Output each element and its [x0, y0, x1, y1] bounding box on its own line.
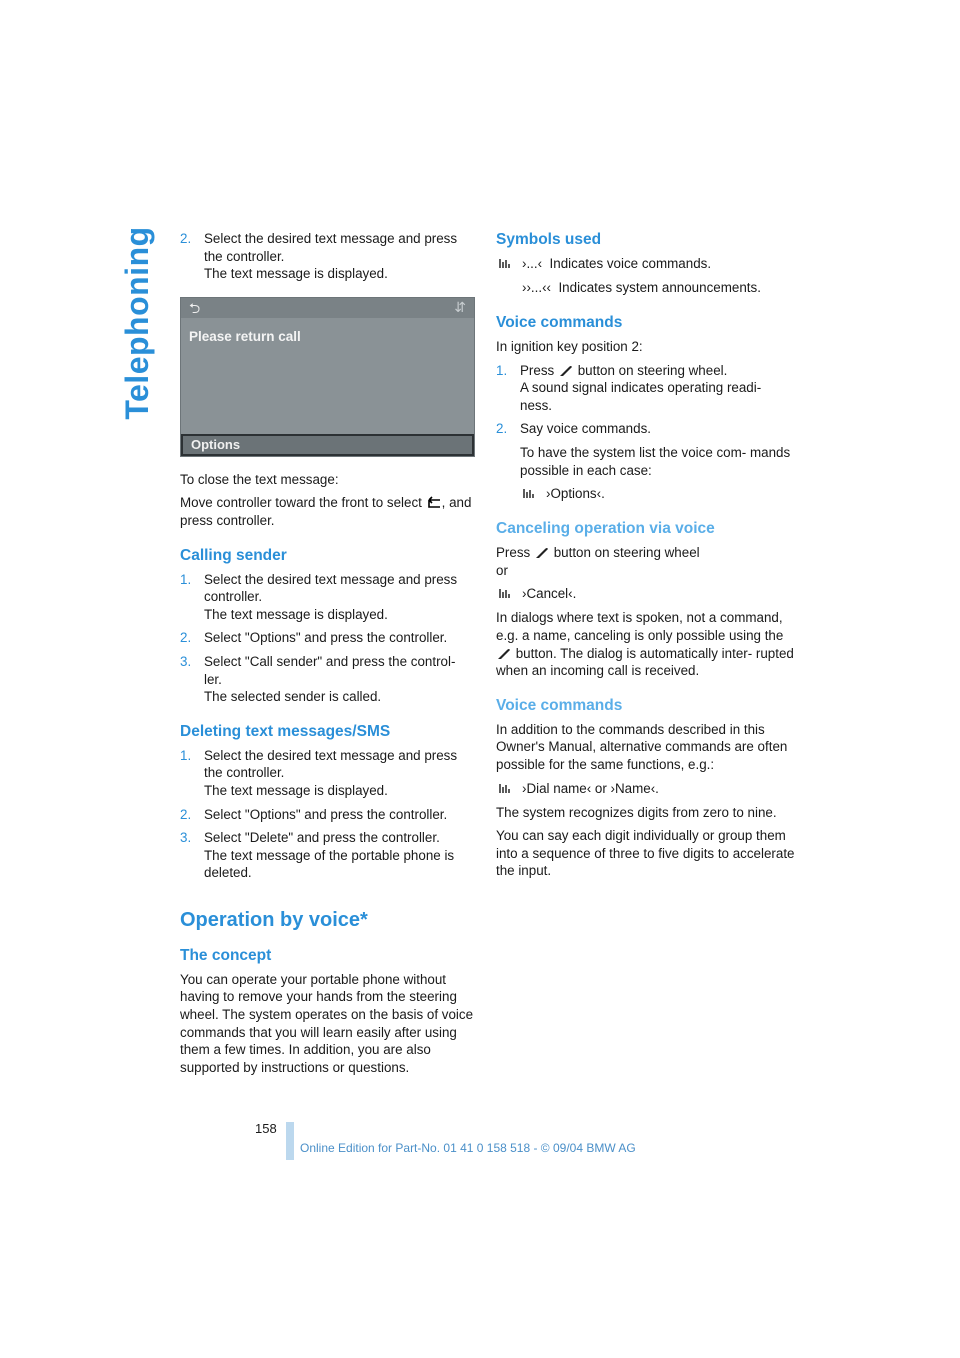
step-select-message — [180, 230, 475, 283]
symbol-voice-command — [496, 255, 796, 273]
back-arrow-icon — [426, 496, 442, 509]
step-subtext: The text message of the portable phone is deleted. — [204, 847, 455, 881]
step-number: 1. — [496, 362, 508, 378]
command-text: ›Cancel‹. — [522, 586, 577, 602]
scroll-arrows-icon: ⇵ — [454, 298, 466, 315]
symbol-desc: Indicates voice commands. — [549, 256, 712, 271]
step-text: Select "Delete" and press the controller. — [204, 830, 440, 846]
close-intro: To close the text message: — [180, 471, 339, 487]
digits-paragraph: The system recognizes digits from zero to nine. — [496, 804, 777, 820]
command-text: ›Options‹. — [546, 486, 605, 502]
press-label-b: button on steering wheel. — [577, 362, 728, 378]
step-number: 1. — [180, 747, 192, 763]
step-text: Select "Options" and press the controller. — [204, 630, 448, 646]
step-number: 1. — [180, 571, 192, 587]
close-text-b: , and press controller. — [180, 495, 472, 528]
step-subtext: The text message is displayed. — [204, 782, 388, 798]
step-subtext: To have the system list the voice com- mands possible in each case: — [520, 444, 791, 478]
display-screenshot — [180, 297, 475, 457]
screen-message: Please return call — [189, 328, 301, 344]
step-number: 3. — [180, 830, 192, 846]
talk-button-icon — [496, 647, 512, 660]
calling-step — [180, 571, 475, 624]
symbol-system-announcement — [496, 279, 796, 297]
symbol-code: ›...‹ — [522, 256, 543, 271]
step-text: Select the desired text message and press the controller. — [204, 231, 458, 264]
talk-button-icon — [558, 364, 574, 377]
symbol-code: ››...‹‹ — [522, 280, 551, 295]
step-subtext: The text message is displayed. — [204, 606, 388, 622]
group-paragraph: You can say each digit individually or group them into a sequence of three to five digits to accelerate the input. — [496, 828, 795, 879]
chapter-title: Telephoning — [119, 226, 156, 420]
deleting-step — [180, 806, 475, 824]
voice-command-icon — [498, 781, 511, 795]
heading-voice-commands: Voice commands — [496, 314, 623, 331]
options-command — [520, 485, 796, 503]
addition-paragraph: In addition to the commands described in this Owner's Manual, alternative commands are often possible for the same functions, e.g.: — [496, 721, 788, 772]
heading-operation-by-voice: Operation by voice* — [180, 908, 368, 931]
command-text: ›Dial name‹ or ›Name‹. — [522, 780, 659, 796]
deleting-step — [180, 747, 475, 800]
deleting-step — [180, 829, 475, 882]
step-number: 2. — [496, 421, 508, 437]
cancel-press-text — [496, 544, 796, 562]
step-text: Select "Call sender" and press the control- ler. — [204, 653, 456, 687]
heading-voice-commands-2: Voice commands — [496, 696, 623, 714]
voice-command-icon — [498, 586, 511, 600]
voice-step — [496, 362, 796, 415]
step-text — [520, 362, 796, 380]
step-subtext: The text message is displayed. — [204, 266, 388, 282]
close-instruction — [180, 494, 475, 529]
press-label-b: button on steering wheel — [553, 545, 700, 561]
heading-symbols-used: Symbols used — [496, 231, 602, 248]
calling-step — [180, 629, 475, 647]
voice-step — [496, 420, 796, 479]
step-text: Select "Options" and press the controller. — [204, 806, 448, 822]
page-number: 158 — [255, 1121, 277, 1136]
back-arrow-icon: ⮌ — [189, 299, 201, 316]
close-text-a: Move controller toward the front to select — [180, 495, 422, 511]
step-text: Select the desired text message and press controller. — [204, 571, 458, 605]
press-label: Press — [520, 362, 555, 378]
cancel-command — [496, 585, 796, 603]
footer-edition: Online Edition for Part-No. 01 41 0 158 518 - © 09/04 BMW AG — [300, 1141, 636, 1155]
heading-canceling-operation: Canceling operation via voice — [496, 520, 715, 538]
voice-command-icon — [522, 486, 535, 500]
heading-deleting-messages: Deleting text messages/SMS — [180, 722, 391, 740]
step-number: 2. — [180, 806, 192, 822]
heading-the-concept: The concept — [180, 946, 272, 964]
heading-calling-sender: Calling sender — [180, 546, 287, 564]
symbol-desc: Indicates system announcements. — [558, 280, 761, 295]
dialog-text-a: In dialogs where text is spoken, not a command, e.g. a name, canceling is only possible using the — [496, 610, 784, 643]
ignition-text: In ignition key position 2: — [496, 339, 643, 354]
step-number: 3. — [180, 653, 192, 669]
concept-paragraph: You can operate your portable phone without having to remove your hands from the steering wheel. The system operates on the basis of voice commands that you will learn easily after using them a few times. In addition, you are also supported by instructions or questions. — [180, 971, 474, 1075]
step-text: Select the desired text message and press the controller. — [204, 747, 458, 781]
step-text: Say voice commands. — [520, 421, 651, 437]
step-subtext: The selected sender is called. — [204, 689, 382, 705]
dial-command — [496, 780, 796, 798]
right-column — [496, 230, 796, 886]
step-number: 2. — [180, 231, 192, 246]
screen-topbar — [181, 298, 474, 318]
step-subtext: A sound signal indicates operating readi- ness. — [520, 380, 762, 413]
dialog-paragraph — [496, 609, 796, 679]
footer-bar — [286, 1122, 294, 1160]
step-number: 2. — [180, 630, 192, 646]
dialog-text-b: button. The dialog is automatically inter- rupted when an incoming call is received. — [496, 645, 794, 679]
left-column — [180, 230, 475, 1082]
or-text: or — [496, 562, 508, 578]
calling-step — [180, 653, 475, 706]
chapter-side-tab — [118, 228, 158, 418]
screen-options-item: Options — [181, 434, 474, 456]
voice-command-icon — [498, 256, 511, 270]
talk-button-icon — [534, 546, 550, 559]
press-label: Press — [496, 545, 531, 561]
